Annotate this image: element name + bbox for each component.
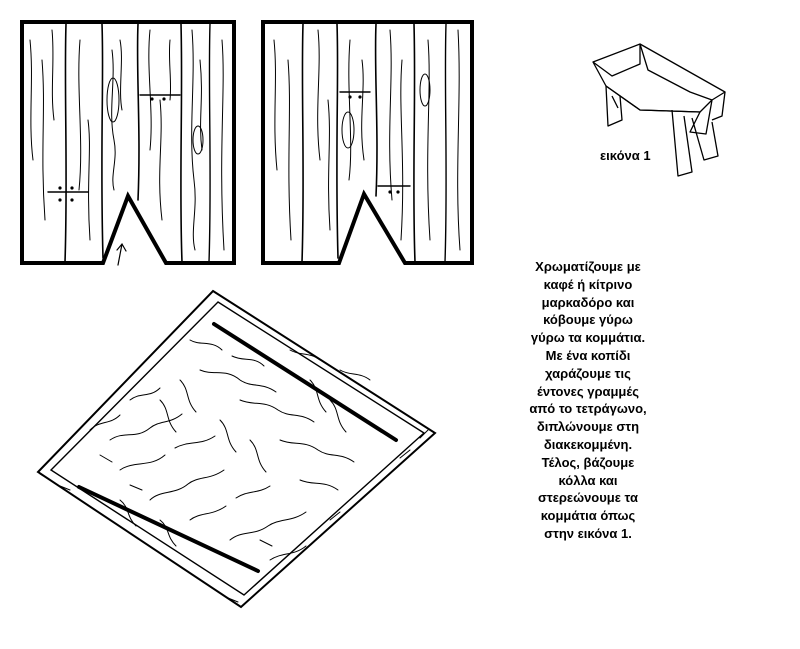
instruction-line: στην εικόνα 1. [544,525,632,541]
instruction-line: Χρωματίζουμε με [535,259,641,274]
instruction-line: κόβουμε γύρω [543,312,633,328]
instruction-line: έντονες γραμμές [536,383,640,399]
instruction-line: στερεώνουμε τα [538,490,638,506]
instruction-line: μαρκαδόρο και [541,294,635,310]
instruction-line: διακεκομμένη. [543,436,633,452]
instruction-line: καφέ ή κίτρινο [543,276,633,292]
instruction-line: γύρω τα κομμάτια. [530,330,646,346]
instruction-line: κομμάτια όπως [540,508,636,524]
instruction-line: χαράζουμε τις [545,365,631,381]
instruction-line: διπλώνουμε στη [536,419,640,435]
instructions-text [503,258,673,543]
square-base-sheet [38,291,435,607]
instruction-line: από το τετράγωνο, [529,401,647,417]
instruction-line: Με ένα κοπίδι [545,347,631,363]
instruction-line: κόλλα και [558,472,618,488]
wood-panel-left [22,22,234,265]
figure-caption: εικόνα 1 [600,148,651,163]
wood-panel-right [263,22,472,263]
instruction-line: Τέλος, βάζουμε [541,454,635,470]
